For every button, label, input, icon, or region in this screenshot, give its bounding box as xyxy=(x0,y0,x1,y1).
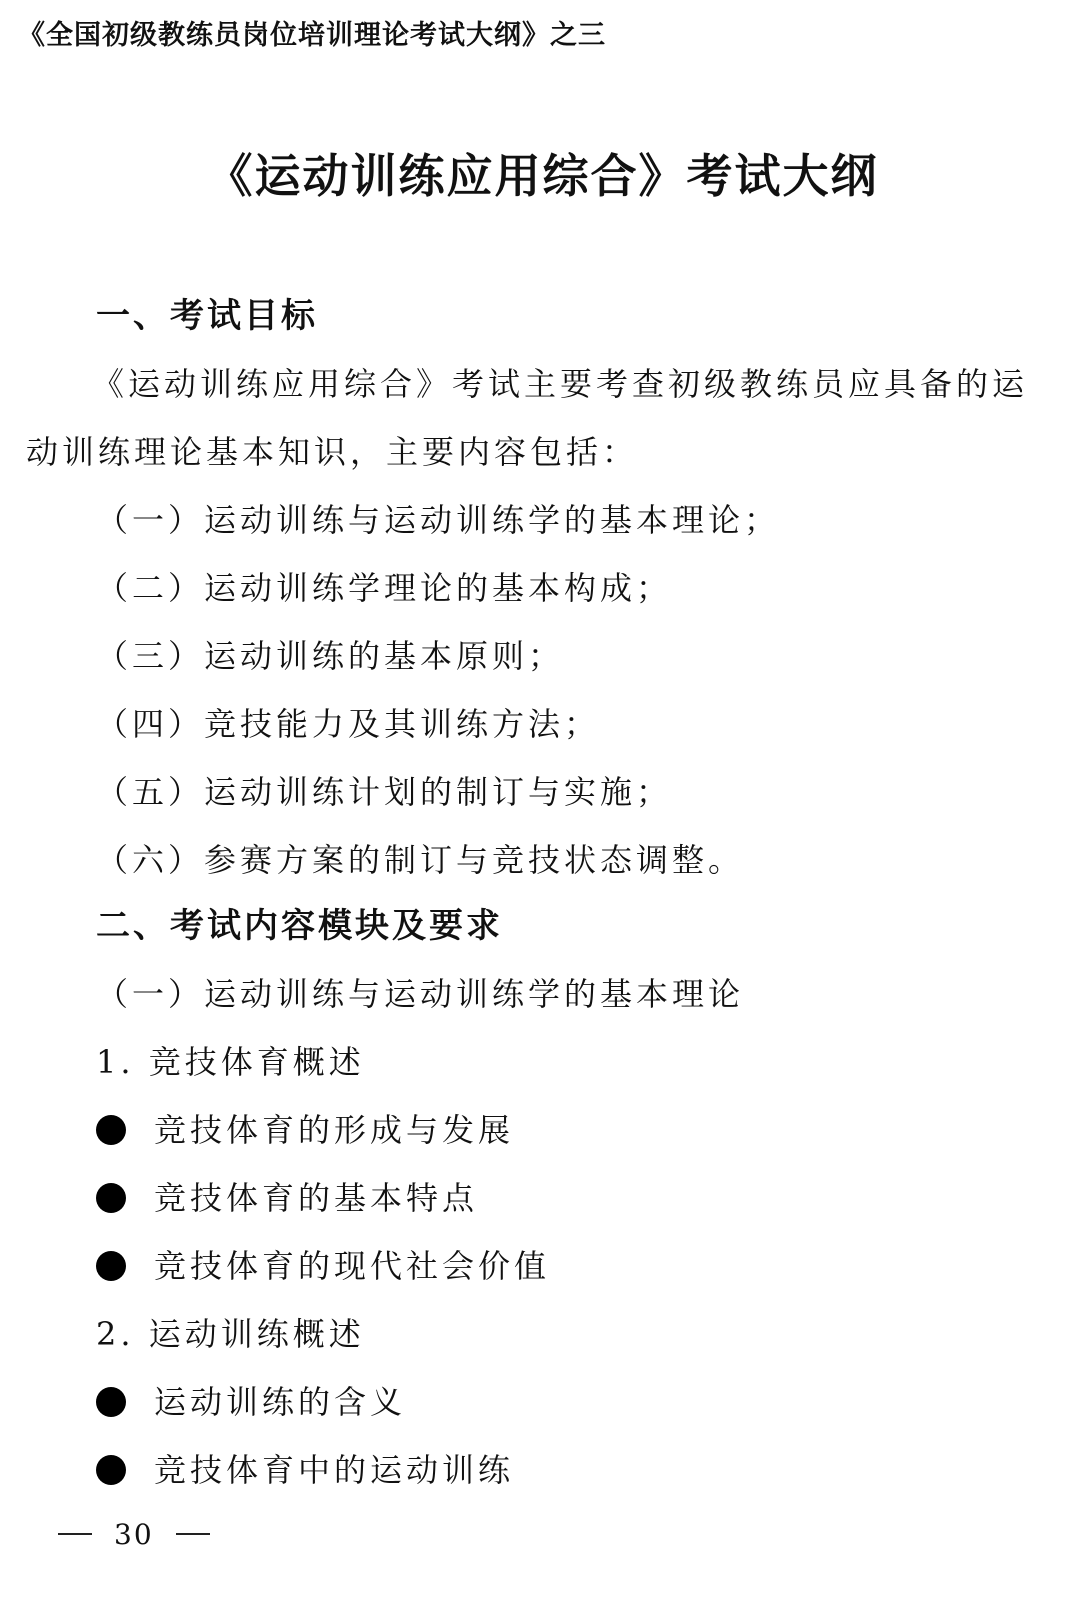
page-number: 30 xyxy=(114,1517,154,1551)
bullet-icon xyxy=(96,1251,126,1281)
intro-paragraph-line-1: 《运动训练应用综合》考试主要考查初级教练员应具备的运 xyxy=(92,365,1029,403)
bullet-icon xyxy=(96,1455,126,1485)
exam-goal-item: （三）运动训练的基本原则； xyxy=(96,637,565,675)
exam-goal-item: （六）参赛方案的制订与竞技状态调整。 xyxy=(96,841,745,879)
footer-left-dash xyxy=(58,1533,92,1535)
bullet-text: 竞技体育中的运动训练 xyxy=(154,1451,515,1489)
exam-goal-item: （五）运动训练计划的制订与实施； xyxy=(96,773,673,811)
module-title: （一）运动训练与运动训练学的基本理论 xyxy=(96,975,745,1013)
exam-goal-item: （四）竞技能力及其训练方法； xyxy=(96,705,601,743)
bullet-icon xyxy=(96,1115,126,1145)
bullet-list-item xyxy=(96,1244,550,1288)
bullet-text: 竞技体育的现代社会价值 xyxy=(154,1247,551,1285)
footer-right-dash xyxy=(176,1533,210,1535)
exam-goal-item: （二）运动训练学理论的基本构成； xyxy=(96,569,673,607)
bullet-icon xyxy=(96,1183,126,1213)
bullet-icon xyxy=(96,1387,126,1417)
section-heading-content-modules: 二、考试内容模块及要求 xyxy=(96,906,503,946)
document-title: 《运动训练应用综合》考试大纲 xyxy=(206,149,879,203)
bullet-list-item xyxy=(96,1108,514,1152)
bullet-list-item xyxy=(96,1176,478,1220)
document-header: 《全国初级教练员岗位培训理论考试大纲》之三 xyxy=(18,20,606,51)
bullet-text: 竞技体育的基本特点 xyxy=(154,1179,479,1217)
bullet-text: 竞技体育的形成与发展 xyxy=(154,1111,515,1149)
topic-heading: 2. 运动训练概述 xyxy=(96,1315,365,1353)
bullet-list-item xyxy=(96,1448,514,1492)
section-heading-exam-goals: 一、考试目标 xyxy=(96,296,318,336)
bullet-list-item xyxy=(96,1380,406,1424)
exam-goal-item: （一）运动训练与运动训练学的基本理论； xyxy=(96,501,781,539)
page-footer xyxy=(58,1517,210,1551)
topic-heading: 1. 竞技体育概述 xyxy=(96,1043,365,1081)
intro-paragraph-line-2: 动训练理论基本知识，主要内容包括： xyxy=(26,433,639,471)
bullet-text: 运动训练的含义 xyxy=(154,1383,407,1421)
